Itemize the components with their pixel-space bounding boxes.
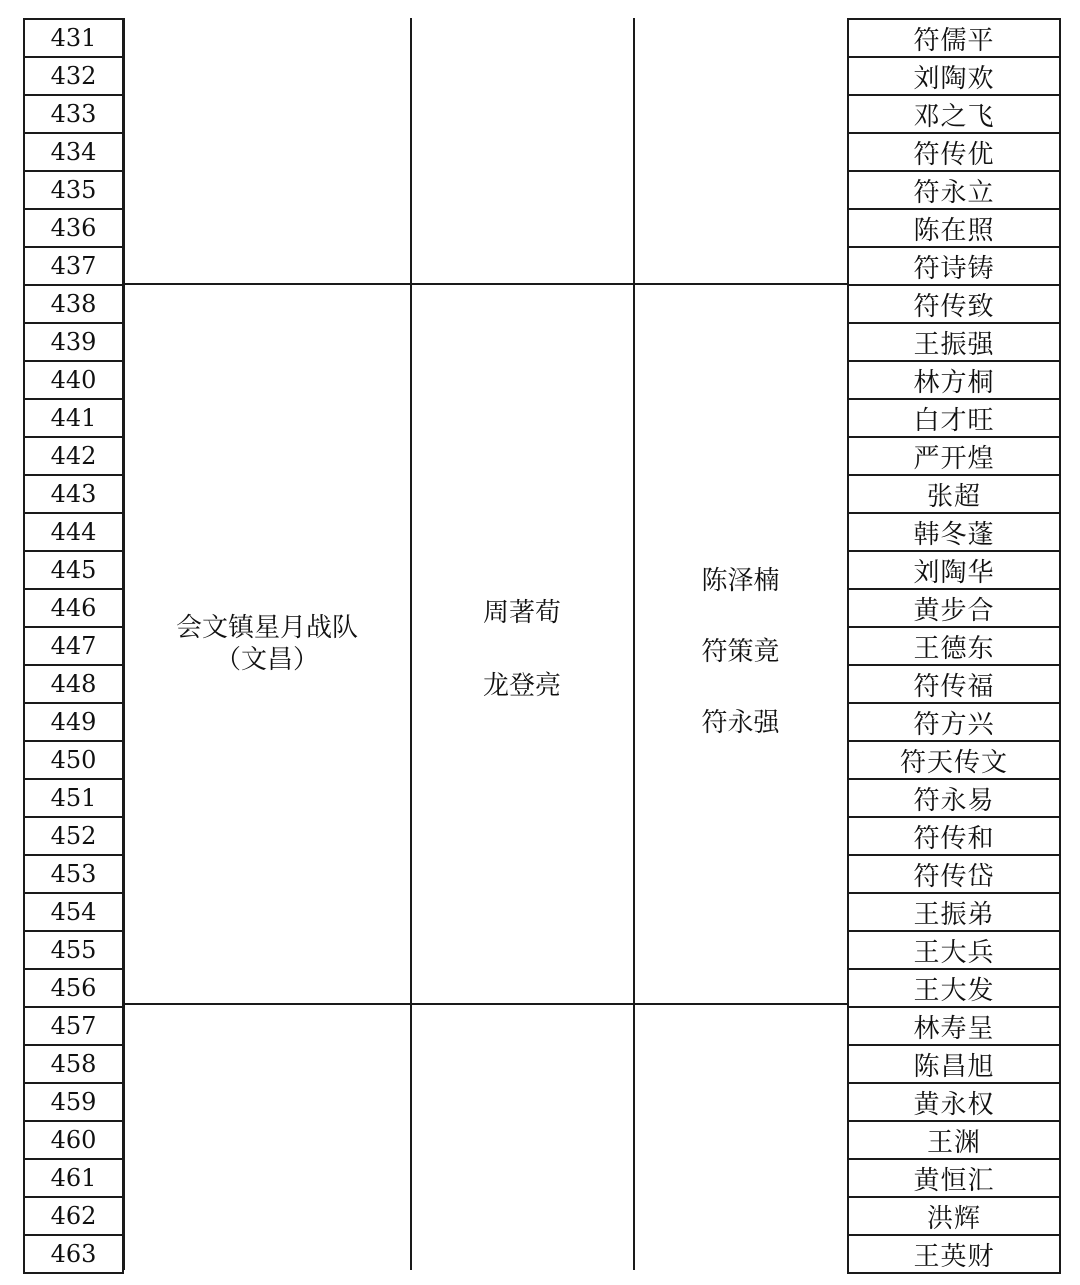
player-name: 陈昌旭 — [847, 1044, 1061, 1084]
player-name: 符诗铸 — [847, 246, 1061, 286]
player-name: 符传优 — [847, 132, 1061, 172]
player-name: 符永易 — [847, 778, 1061, 818]
group-separator-bottom — [123, 1003, 848, 1005]
player-name: 黄步合 — [847, 588, 1061, 628]
row-number: 432 — [23, 56, 124, 96]
row-number: 431 — [23, 18, 124, 58]
row-number: 434 — [23, 132, 124, 172]
team-name-line2: （文昌） — [214, 645, 319, 675]
player-name: 林寿呈 — [847, 1006, 1061, 1046]
player-name: 黄永权 — [847, 1082, 1061, 1122]
team-name-line1: 会文镇星月战队 — [175, 613, 358, 643]
row-number: 448 — [23, 664, 124, 704]
player-name: 严开煌 — [847, 436, 1061, 476]
team-name — [124, 612, 410, 676]
row-number: 459 — [23, 1082, 124, 1122]
player-name: 白才旺 — [847, 398, 1061, 438]
row-number: 454 — [23, 892, 124, 932]
row-number: 444 — [23, 512, 124, 552]
player-name: 符传致 — [847, 284, 1061, 324]
row-number: 433 — [23, 94, 124, 134]
player-name: 王大兵 — [847, 930, 1061, 970]
row-number: 443 — [23, 474, 124, 514]
row-number: 463 — [23, 1234, 124, 1274]
row-number: 438 — [23, 284, 124, 324]
row-number: 458 — [23, 1044, 124, 1084]
row-number: 452 — [23, 816, 124, 856]
player-name: 洪辉 — [847, 1196, 1061, 1236]
member-name: 陈泽楠 — [701, 566, 780, 596]
row-number: 447 — [23, 626, 124, 666]
row-number: 450 — [23, 740, 124, 780]
row-number: 453 — [23, 854, 124, 894]
leaders-list — [411, 592, 633, 702]
player-name: 刘陶欢 — [847, 56, 1061, 96]
leader-name: 龙登亮 — [482, 671, 561, 701]
player-name: 王英财 — [847, 1234, 1061, 1274]
row-number: 451 — [23, 778, 124, 818]
player-name: 刘陶华 — [847, 550, 1061, 590]
player-name: 符方兴 — [847, 702, 1061, 742]
row-number: 441 — [23, 398, 124, 438]
player-name: 陈在照 — [847, 208, 1061, 248]
player-name: 符天传文 — [847, 740, 1061, 780]
row-number: 440 — [23, 360, 124, 400]
player-name: 黄恒汇 — [847, 1158, 1061, 1198]
row-number: 456 — [23, 968, 124, 1008]
row-number: 437 — [23, 246, 124, 286]
row-number: 442 — [23, 436, 124, 476]
player-name: 韩冬蓬 — [847, 512, 1061, 552]
row-number: 460 — [23, 1120, 124, 1160]
member-name: 符策竟 — [701, 637, 780, 667]
player-name: 王渊 — [847, 1120, 1061, 1160]
player-name: 符传福 — [847, 664, 1061, 704]
row-number: 439 — [23, 322, 124, 362]
row-number: 462 — [23, 1196, 124, 1236]
player-name: 王德东 — [847, 626, 1061, 666]
row-number: 445 — [23, 550, 124, 590]
row-number: 455 — [23, 930, 124, 970]
member-name: 符永强 — [701, 708, 780, 738]
player-name: 林方桐 — [847, 360, 1061, 400]
row-number: 457 — [23, 1006, 124, 1046]
player-name: 王振弟 — [847, 892, 1061, 932]
members-list — [634, 560, 847, 739]
player-name: 邓之飞 — [847, 94, 1061, 134]
row-number: 449 — [23, 702, 124, 742]
player-name: 符传岱 — [847, 854, 1061, 894]
row-number: 446 — [23, 588, 124, 628]
row-number: 461 — [23, 1158, 124, 1198]
player-name: 符永立 — [847, 170, 1061, 210]
player-name: 符传和 — [847, 816, 1061, 856]
player-name: 张超 — [847, 474, 1061, 514]
player-name: 王振强 — [847, 322, 1061, 362]
row-number: 435 — [23, 170, 124, 210]
group-separator-top — [123, 283, 848, 285]
leader-name: 周著荀 — [482, 598, 561, 628]
row-number: 436 — [23, 208, 124, 248]
player-name: 王大发 — [847, 968, 1061, 1008]
player-name: 符儒平 — [847, 18, 1061, 58]
